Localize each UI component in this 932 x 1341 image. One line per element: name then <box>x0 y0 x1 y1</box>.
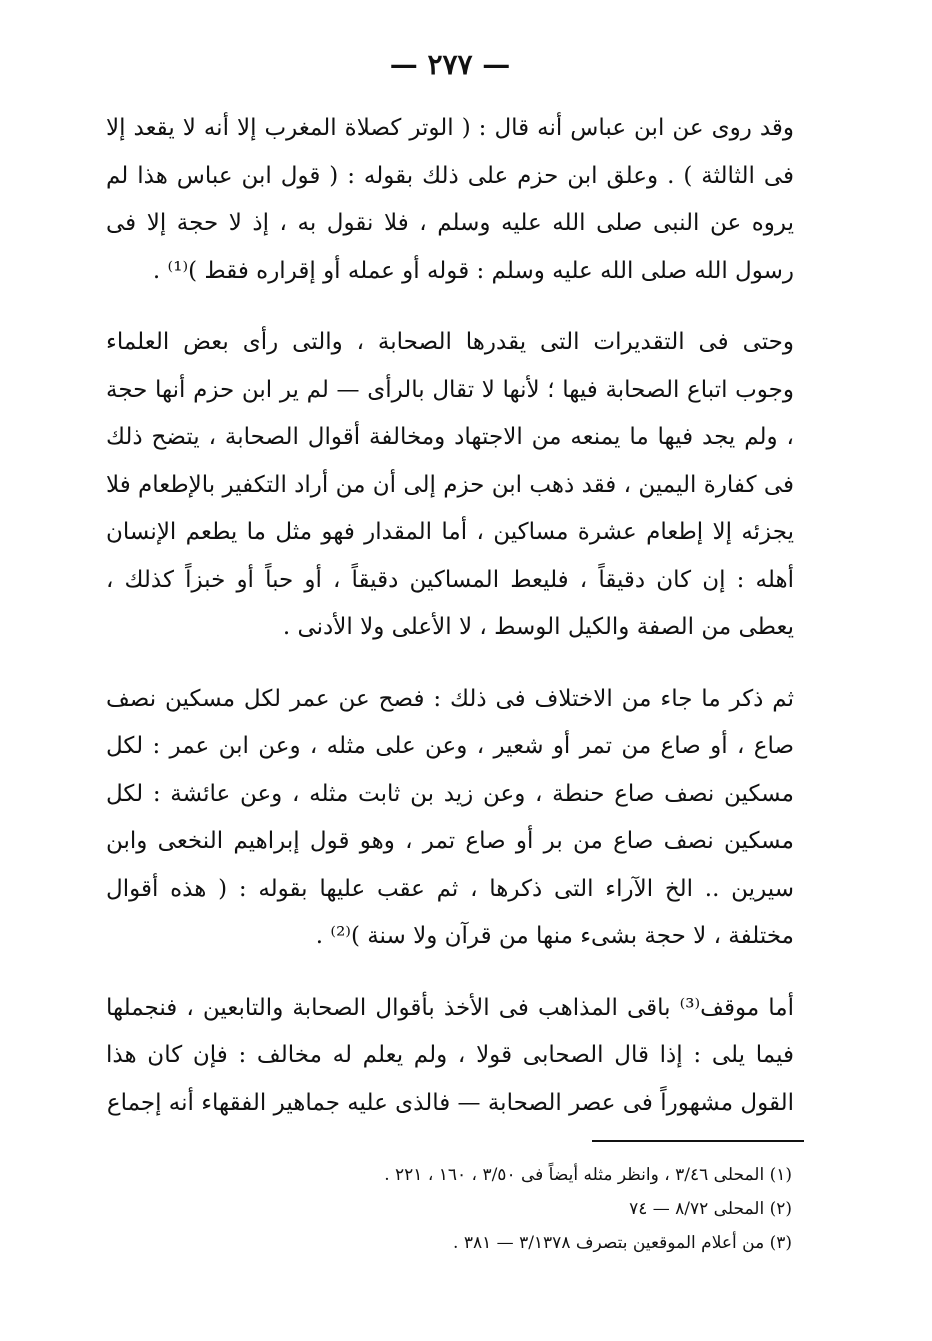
paragraph-4: أما موقف⁽³⁾ باقى المذاهب فى الأخذ بأقوال الصحابة والتابعين ، فنجملها فيما يلى : إذا قال الصحابى قولا ، ولم يعلم له مخالف : فإن كان هذا القول مشهوراً فى عصر الصحابة — فالذى عليه جماهير الفقهاء أنه إجماع <box>106 994 794 1116</box>
footnotes <box>300 1158 792 1260</box>
footnote-1: (١) المحلى ٣/٤٦ ، وانظر مثله أيضاً فى ٣/٥٠ ، ١٦٠ ، ٢٢١ . <box>384 1165 792 1185</box>
footnote-divider <box>592 1140 804 1142</box>
paragraph-2: وحتى فى التقديرات التى يقدرها الصحابة ، والتى رأى بعض العلماء وجوب اتباع الصحابة فيها ؛ لأنها لا تقال بالرأى — لم ير ابن حزم أنها حجة ، ولم يجد فيها ما يمنعه من الاجتهاد ومخالفة أقوال الصحابة ، يتضح ذلك فى كفارة اليمين ، فقد ذهب ابن حزم إلى أن من أراد التكفير بالإطعام فلا يجزئه إلا إطعام عشرة مساكين ، أما المقدار فهو مثل ما يطعم الإنسان أهله : إن كان دقيقاً ، فليعط المساكين دقيقاً ، أو حباً أو خبزاً كذلك ، يعطى من الصفة والكيل الوسط ، لا الأعلى ولا الأدنى . <box>106 329 794 640</box>
footnote-3: (٣) من أعلام الموقعين بتصرف ٣/١٣٧٨ — ٣٨١ . <box>453 1233 792 1253</box>
footnote-2: (٢) المحلى ٨/٧٢ — ٧٤ <box>629 1199 792 1219</box>
page-number: — ٢٧٧ — <box>389 48 511 81</box>
paragraph-3: ثم ذكر ما جاء من الاختلاف فى ذلك : فصح عن عمر لكل مسكين نصف صاع ، أو صاع من تمر أو شعير ، وعن على مثله ، وعن ابن عمر : لكل مسكين نصف صاع حنطة ، وعن زيد بن ثابت مثله ، وعن عائشة : لكل مسكين نصف صاع من بر أو صاع تمر ، وهو قول إبراهيم النخعى وابن سيرين .. الخ الآراء التى ذكرها ، ثم عقب عليها بقوله : ( هذه أقوال مختلفة ، لا حجة بشىء منها من قرآن ولا سنة )⁽²⁾ . <box>106 685 795 949</box>
paragraph-1: وقد روى عن ابن عباس أنه قال : ( الوتر كصلاة المغرب إلا أنه لا يقعد إلا فى الثالثة ) . وعلق ابن حزم على ذلك بقوله : ( قول ابن عباس هذا لم يروه عن النبى صلى الله عليه وسلم ، فلا نقول به ، إذ لا حجة إلا فى رسول الله صلى الله عليه وسلم : قوله أو عمله أو إقراره فقط )⁽¹⁾ . <box>106 115 794 284</box>
